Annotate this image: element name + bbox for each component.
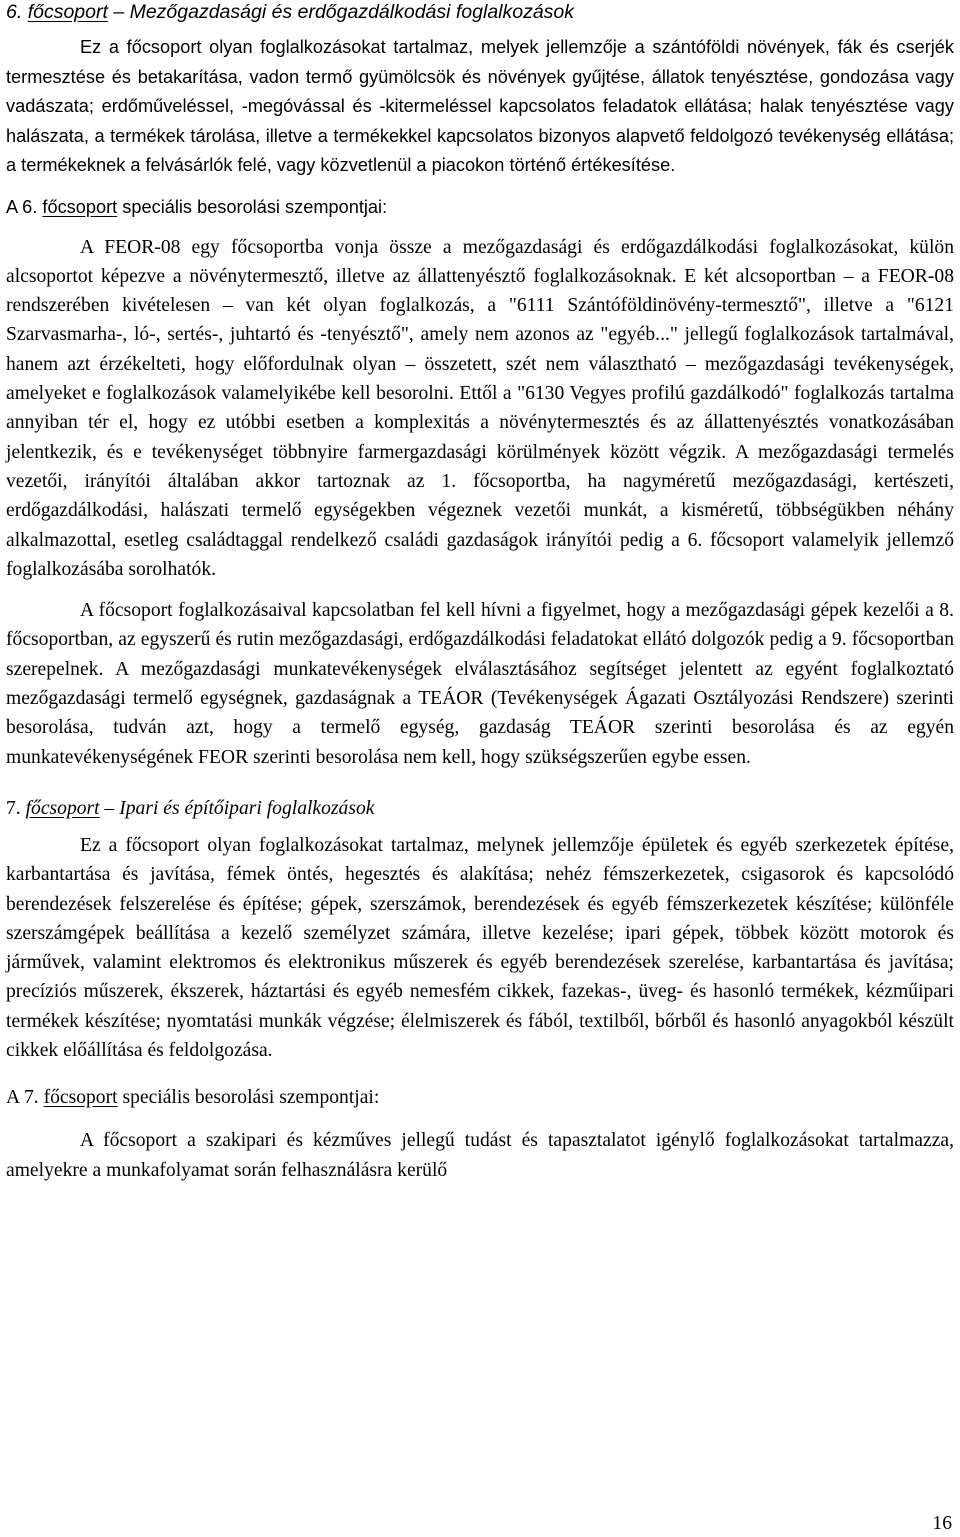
section-7-criteria-link[interactable]: főcsoport [43,1087,118,1109]
section-6-description: Ez a főcsoport olyan foglalkozásokat tartalmaz, melyek jellemzője a szántóföldi növények, fák és cserjék termesztése és betakarítása, vadon termő gyümölcsök és növények gyűjtése, állatok tenyésztése, gondozása vagy vadászata; erdőműveléssel, -megóvással és -kitermeléssel kapcsolatos feladatok ellátása; halak tenyésztése vagy halászata, a termékek tárolása, illetve a termékekkel kapcsolatos bizonyos alapvető feldolgozó tevékenység ellátása; a termékeknek a felvásárlók felé, vagy közvetlenül a piacokon történő értékesítése. [6,37,954,176]
section-7-criteria-prefix: A 7. [6,1087,44,1109]
section-6-criteria-link[interactable]: főcsoport [42,196,118,217]
section-6-criteria-prefix: A 6. [6,196,43,217]
page-number: 16 [932,1513,952,1534]
section-6-criteria-rest: speciális besorolási szempontjai: [117,196,388,217]
section-7-heading-number: 7. [6,797,26,819]
document-page [6,0,954,1185]
section-7-criteria-heading [6,1083,954,1112]
section-7-paragraph-1: A főcsoport a szakipari és kézműves jellegű tudást és tapasztalatot igénylő foglalkozásokat tartalmazza, amelyekre a munkafolyamat során felhasználásra kerülő [6,1130,954,1181]
section-7-criteria-rest: speciális besorolási szempontjai: [117,1087,380,1109]
section-6-heading-link[interactable]: főcsoport [27,1,108,23]
section-6-heading-title: – Mezőgazdasági és erdőgazdálkodási foglalkozások [107,1,575,23]
section-6-paragraph-1: A FEOR-08 egy főcsoportba vonja össze a mezőgazdasági és erdőgazdálkodási foglalkozásokat, külön alcsoportot képezve a növénytermesztő, illetve az állattenyésztő foglalkozásoknak. E két alcsoportban – a FEOR-08 rendszerében kivételesen – van két olyan foglalkozás, a "6111 Szántóföldinövény-termesztő", illetve a "6121 Szarvasmarha-, ló-, sertés-, juhtartó és -tenyésztő", amely nem azonos az "egyéb..." jellegű foglalkozások tartalmával, hanem azt érzékelteti, hogy előfordulnak olyan – összetett, szét nem választható – mezőgazdasági tevékenységek, amelyeket e foglalkozások valamelyikébe kell besorolni. Ettől a "6130 Vegyes profilú gazdálkodó" foglalkozás tartalma annyiban tér el, hogy ez utóbbi esetben a komplexitás a növénytermesztés és az állattenyésztés vonatkozásában jelentkezik, és e tevékenységet többnyire farmergazdasági körülmények között végzik. A mezőgazdasági termelés vezetői, irányítói általában akkor tartoznak az 1. főcsoportba, ha nagyméretű mezőgazdasági, kertészeti, erdőgazdálkodási, halászati termelő egységekben végeznek vezetői munkát, a kisméretű, többségükben néhány alkalmazottal, esetleg családtaggal rendelkező családi gazdaságok irányítói pedig a 6. főcsoport valamelyik jellemző foglalkozásába sorolhatók. [6,236,954,580]
section-7-heading-title: – Ipari és építőipari foglalkozások [99,797,375,819]
section-6-heading-number: 6. [6,1,28,23]
section-6-paragraph-2: A főcsoport foglalkozásaival kapcsolatban fel kell hívni a figyelmet, hogy a mezőgazdasági gépek kezelői a 8. főcsoportban, az egyszerű és rutin mezőgazdasági, erdőgazdálkodási feladatokat ellátó dolgozók pedig a 9. főcsoportban szerepelnek. A mezőgazdasági munkatevékenységek elválasztásához segítséget jelentett az egyént foglalkoztató mezőgazdasági termelő egységnek, gazdaságnak a TEÁOR (Tevékenységek Ágazati Osztályozási Rendszere) szerinti besorolása, tudván azt, hogy a termelő egység, gazdaság TEÁOR szerinti besorolása és az egyén munkatevékenységének FEOR szerinti besorolása nem kell, hogy szükségszerűen egybe essen. [6,600,954,768]
section-6-heading [6,0,954,27]
section-7-heading [6,794,954,823]
section-7-heading-link[interactable]: főcsoport [25,797,100,819]
section-6-criteria-heading [6,193,954,223]
section-7-description: Ez a főcsoport olyan foglalkozásokat tartalmaz, melynek jellemzője épületek és egyéb szerkezetek építése, karbantartása és javítása, fémek öntés, hegesztés és alakítása; nehéz fémszerkezetek, csigasorok és kapcsolódó berendezések felszerelése és építése; gépek, szerszámok, berendezések és egyéb fémszerkezetek készítése; különféle szerszámgépek beállítása a kezelő személyzet számára, illetve kezelése; ipari gépek, többek között motorok és járművek, valamint elektromos és elektronikus műszerek és egyéb berendezések szerelése, karbantartása és javítása; precíziós műszerek, ékszerek, háztartási és egyéb nemesfém cikkek, fazekas-, üveg- és hasonló termékek, kézműipari termékek készítése; nyomtatási munkák végzése; élelmiszerek és fából, textilből, bőrből és hasonló anyagokból készült cikkek előállítása és feldolgozása. [6,834,954,1061]
